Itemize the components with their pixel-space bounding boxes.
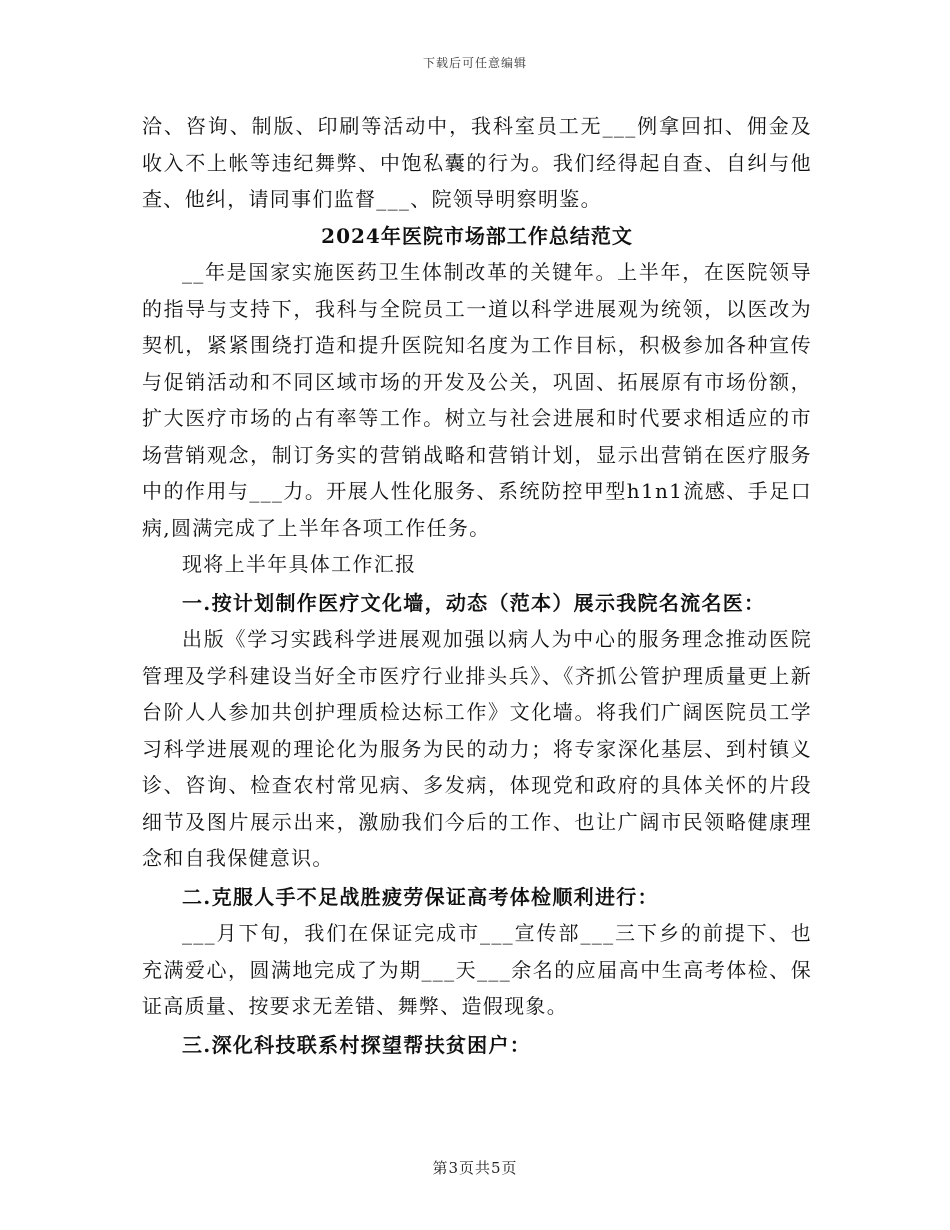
section-heading-2: 二.克服人手不足战胜疲劳保证高考体检顺利进行： bbox=[182, 884, 659, 909]
header-note: 下载后可任意编辑 bbox=[422, 56, 527, 70]
paragraph-report-lead: 现将上半年具体工作汇报 bbox=[182, 552, 417, 576]
section-heading-1: 一.按计划制作医疗文化墙，动态（范本）展示我院名流名医： bbox=[182, 590, 766, 615]
page-indicator: 第3页共5页 bbox=[432, 1159, 518, 1177]
paragraph-culture-wall: 出版《学习实践科学进展观加强以病人为中心的服务理念推动医院管理及学科建设当好全市医疗行业排头兵》、《齐抓公管护理质量更上新台阶人人参加共创护理质检达标工作》文化墙。将我们广阔医院员工学习科学进展观的理论化为服务为民的动力；将专家深化基层、到村镇义诊、咨询、检查农村常见病、多发病，体现党和政府的具体关怀的片段细节及图片展示出来，激励我们今后的工作、也让广阔市民领略健康理念和自我保健意识。 bbox=[142, 627, 812, 870]
intro-paragraph: 洽、咨询、制版、印刷等活动中，我科室员工无___例拿回扣、佣金及收入不上帐等违纪舞弊、中饱私囊的行为。我们经得起自查、自纠与他查、他纠，请同事们监督___、院领导明察明鉴。 bbox=[142, 114, 812, 211]
paragraph-overview: __年是国家实施医药卫生体制改革的关键年。上半年，在医院领导的指导与支持下，我科与全院员工一道以科学进展观为统领，以医改为契机，紧紧围绕打造和提升医院知名度为工作目标，积极参加各种宣传与促销活动和不同区域市场的开发及公关，巩固、拓展原有市场份额，扩大医疗市场的占有率等工作。树立与社会进展和时代要求相适应的市场营销观念，制订务实的营销战略和营销计划，显示出营销在医疗服务中的作用与___力。开展人性化服务、系统防控甲型h1n1流感、手足口病,圆满完成了上半年各项工作任务。 bbox=[142, 260, 812, 540]
document-body bbox=[142, 108, 812, 1063]
document-title: 2024年医院市场部工作总结范文 bbox=[321, 223, 633, 248]
paragraph-exam: ___月下旬，我们在保证完成市___宣传部___三下乡的前提下、也充满爱心，圆满地完成了为期___天___余名的应届高中生高考体检、保证高质量、按要求无差错、舞弊、造假现象。 bbox=[142, 921, 812, 1018]
section-heading-3: 三.深化科技联系村探望帮扶贫困户： bbox=[182, 1032, 532, 1057]
